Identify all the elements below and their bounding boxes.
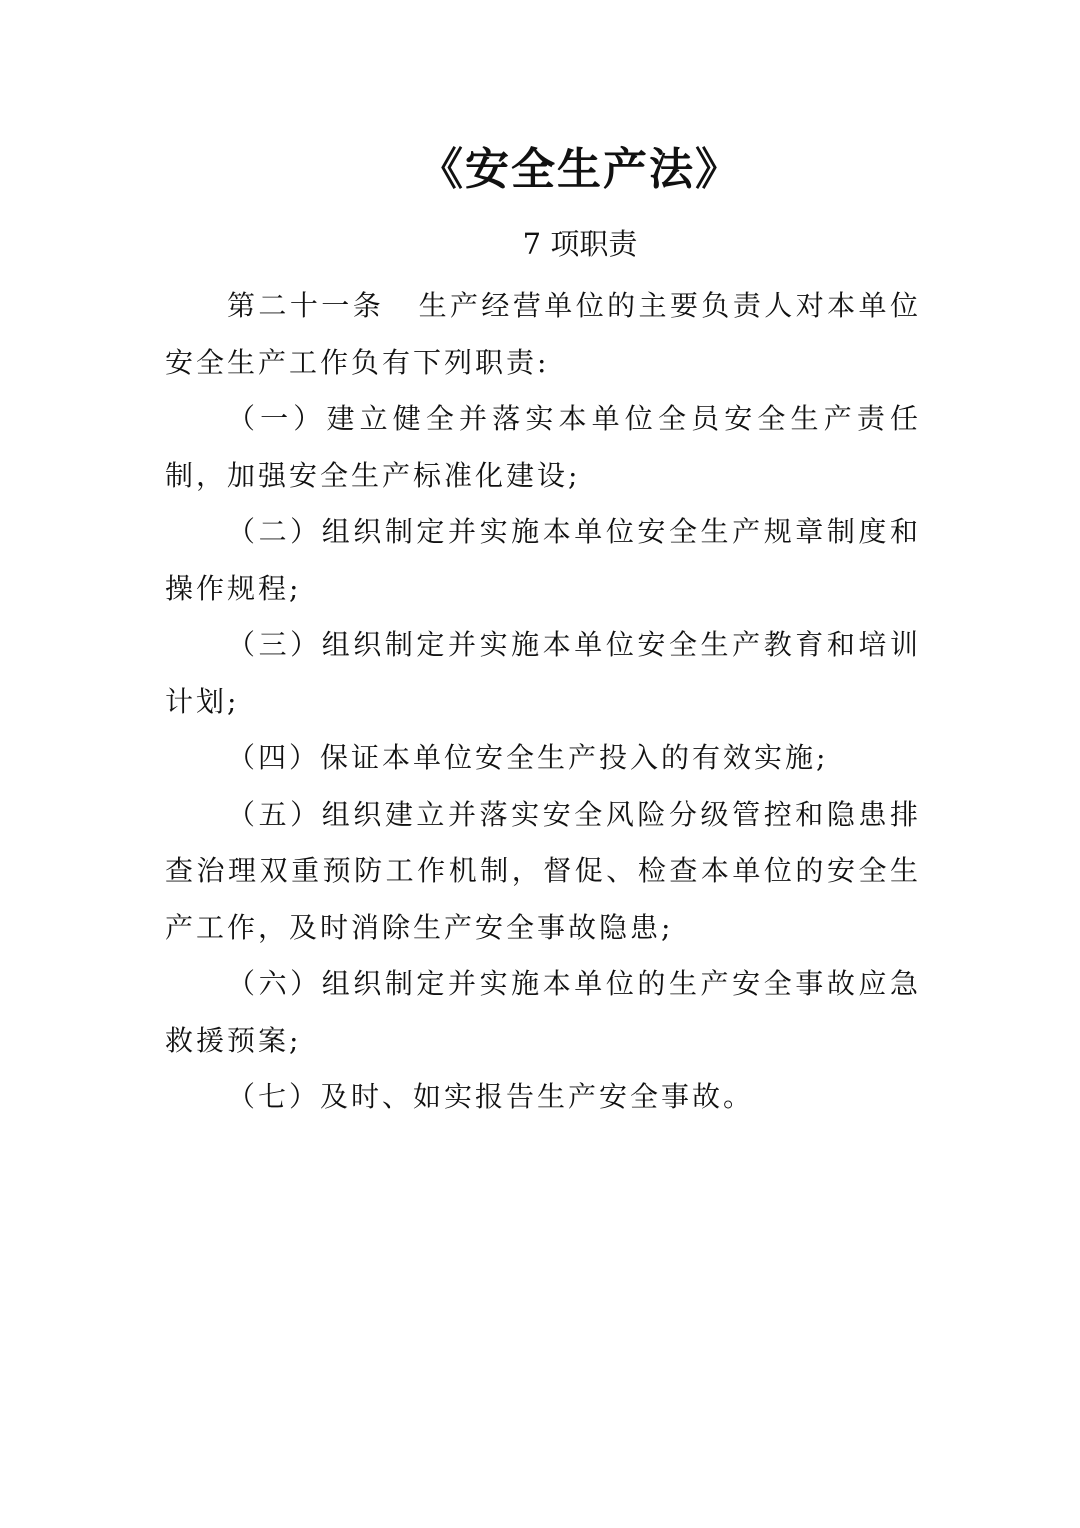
article-text: 生产经营单位的主要负责人对本单位安全生产工作负有下列职责: bbox=[165, 289, 921, 379]
document-subtitle: 7 项职责 bbox=[522, 227, 638, 261]
duty-item-2: （二）组织制定并实施本单位安全生产规章制度和操作规程; bbox=[165, 515, 921, 605]
article-number: 第二十一条 bbox=[227, 289, 385, 322]
duty-item-6: （六）组织制定并实施本单位的生产安全事故应急救援预案; bbox=[165, 967, 921, 1057]
duty-item-1: （一）建立健全并落实本单位全员安全生产责任制，加强安全生产标准化建设; bbox=[165, 402, 921, 492]
document-title: 《安全生产法》 bbox=[419, 144, 741, 195]
duty-item-4: （四）保证本单位安全生产投入的有效实施; bbox=[227, 741, 829, 774]
duty-item-5: （五）组织建立并落实安全风险分级管控和隐患排查治理双重预防工作机制，督促、检查本单位的安全生产工作，及时消除生产安全事故隐患; bbox=[165, 797, 921, 944]
duty-item-7: （七）及时、如实报告生产安全事故。 bbox=[227, 1080, 755, 1113]
article-paragraph bbox=[165, 278, 921, 391]
duty-item-3: （三）组织制定并实施本单位安全生产教育和培训计划; bbox=[165, 628, 921, 718]
document-body bbox=[165, 278, 921, 1126]
